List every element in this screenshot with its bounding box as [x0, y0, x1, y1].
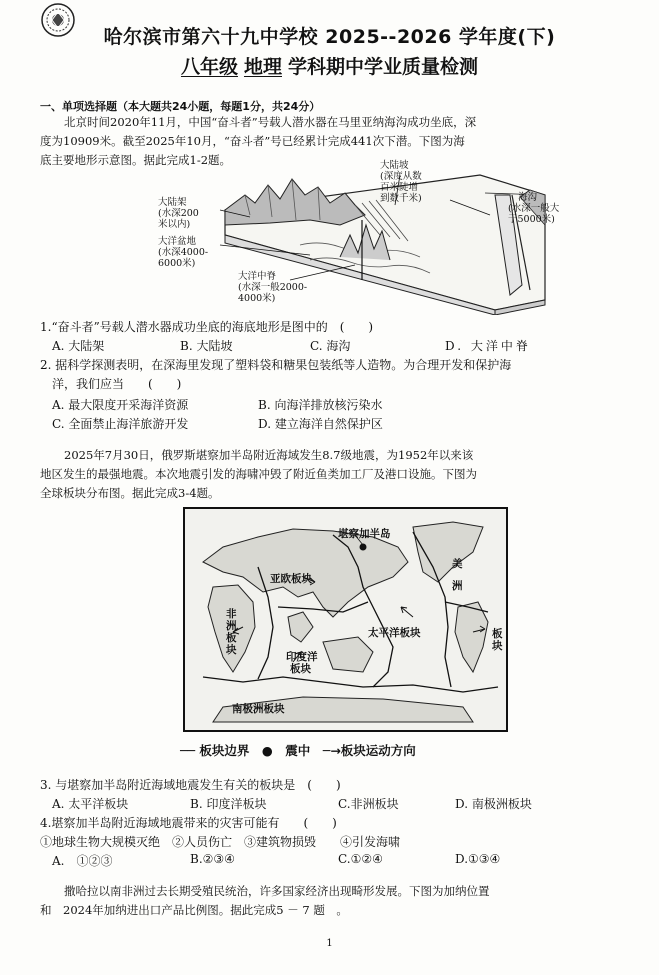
indian-line1: 印度洋 [286, 651, 318, 663]
question-3-stem: 3. 与堪察加半岛附近海域地震发生有关的板块是 ( ) [40, 778, 341, 792]
exam-title: 哈尔滨市第六十九中学校 2025--2026 学年度(下) [103, 26, 556, 48]
question-2-option-c[interactable]: C. 全面禁止海洋旅游开发 [52, 417, 189, 431]
question-2-stem-line2: 洋，我们应当 ( ) [52, 377, 182, 391]
map-label-america-1: 美 [452, 558, 463, 570]
label-continental-shelf [158, 197, 199, 230]
question-2-option-b[interactable]: B. 向海洋排放核污染水 [258, 398, 383, 412]
trench-line3: 于5000米) [508, 214, 555, 225]
map-label-plate-vertical [492, 628, 506, 652]
shelf-line1: 大陆架 [158, 197, 187, 208]
label-mid-ocean-ridge [238, 271, 307, 304]
label-continental-slope [380, 160, 422, 204]
question-1-stem: 1.“奋斗者”号载人潜水器成功坐底的海底地形是图中的 ( ) [40, 320, 374, 334]
shelf-line2: (水深200 [158, 208, 199, 219]
question-4-option-a[interactable]: A. ①②③ [52, 854, 113, 868]
passage-2 [40, 446, 640, 503]
ridge-line1: 大洋中脊 [238, 271, 277, 282]
question-1-option-c[interactable]: C. 海沟 [310, 339, 351, 353]
question-4-option-d[interactable]: D.①③④ [455, 852, 501, 866]
label-ocean-basin [158, 236, 208, 269]
question-4-option-b[interactable]: B.②③④ [190, 852, 235, 866]
question-2-option-a[interactable]: A. 最大限度开采海洋资源 [52, 398, 189, 412]
passage-1-line1: 北京时间2020年11月，中国“奋斗者”号载人潜水器在马里亚纳海沟成功坐底，深 [64, 115, 477, 129]
question-4-option-c[interactable]: C.①②④ [338, 852, 383, 866]
question-1-option-b[interactable]: B. 大陆坡 [180, 339, 233, 353]
question-4-items: ①地球生物大规模灭绝 ②人员伤亡 ③建筑物损毁 ④引发海啸 [40, 835, 401, 849]
map-label-antarctic-plate: 南极洲板块 [232, 703, 285, 715]
african-char-3: 板 [226, 632, 237, 644]
map-label-indian-plate [286, 651, 318, 675]
grade-label: 八年级 [180, 56, 238, 78]
label-trench [508, 192, 559, 225]
african-char-1: 非 [226, 608, 237, 620]
exam-subtitle [0, 52, 659, 79]
question-2-stem-line1: 2. 据科学探测表明，在深海里发现了塑料袋和糖果包装纸等人造物。为合理开发和保护海 [40, 358, 512, 372]
passage-3-line1: 撒哈拉以南非洲过去长期受殖民统治，许多国家经济出现畸形发展。下图为加纳位置 [64, 884, 490, 898]
ridge-line2: (水深一般2000- [238, 282, 308, 293]
trench-line2: (水深一般大 [508, 203, 560, 214]
map-label-america-2: 洲 [452, 580, 463, 592]
basin-line3: 6000米) [158, 258, 196, 269]
question-3-option-d[interactable]: D. 南极洲板块 [455, 797, 532, 811]
passage-3 [40, 882, 640, 920]
question-3-option-a[interactable]: A. 太平洋板块 [52, 797, 129, 811]
ridge-line3: 4000米) [238, 293, 276, 304]
plate-char-2: 块 [492, 640, 503, 652]
subtitle-rest: 学科期中学业质量检测 [288, 56, 479, 78]
continental-slope-line1: 大陆坡 [380, 160, 409, 171]
passage-2-line3: 全球板块分布图。据此完成3-4题。 [40, 486, 220, 500]
question-3-option-c[interactable]: C.非洲板块 [338, 797, 399, 811]
indian-line2: 板块 [290, 663, 311, 675]
african-char-2: 洲 [226, 620, 237, 632]
question-4-stem: 4.堪察加半岛附近海域地震带来的灾害可能有 ( ) [40, 816, 337, 830]
passage-1-line3: 底主要地形示意图。据此完成1-2题。 [40, 153, 232, 167]
passage-1 [40, 113, 640, 170]
plate-char-1: 板 [492, 628, 503, 640]
subject-label: 地理 [243, 56, 282, 78]
map-label-pacific-plate: 太平洋板块 [368, 627, 421, 639]
shelf-line3: 米以内) [158, 219, 191, 230]
basin-line2: (水深4000- [158, 247, 209, 258]
question-1-option-a[interactable]: A. 大陆架 [52, 339, 105, 353]
map-label-eurasian-plate: 亚欧板块 [270, 573, 312, 585]
question-2-option-d[interactable]: D. 建立海洋自然保护区 [258, 417, 383, 431]
seafloor-diagram [150, 165, 550, 315]
trench-line1: 海沟 [518, 192, 538, 203]
passage-2-line2: 地区发生的最强地震。本次地震引发的海啸冲毁了附近鱼类加工厂及港口设施。下图为 [40, 467, 477, 481]
question-1-option-d[interactable]: D. 大洋中脊 [445, 339, 531, 353]
map-label-african-plate [226, 608, 240, 656]
african-char-4: 块 [226, 644, 237, 656]
continental-slope-line3: 百米陡增 [380, 182, 419, 193]
page-number: 1 [326, 938, 333, 949]
question-3-option-b[interactable]: B. 印度洋板块 [190, 797, 267, 811]
passage-1-line2: 度为10909米。截至2025年10月，“奋斗者”号已经累计完成441次下潜。下图为海 [40, 134, 465, 148]
passage-3-line2: 和 2024年加纳进出口产品比例图。据此完成5 － 7 题 。 [40, 903, 348, 917]
continental-slope-line2: (深度从数 [380, 171, 422, 182]
passage-2-line1: 2025年7月30日，俄罗斯堪察加半岛附近海域发生8.7级地震，为1952年以来该 [64, 448, 474, 462]
map-legend: ── 板块边界 ● 震中 ─→板块运动方向 [180, 743, 416, 758]
basin-line1: 大洋盆地 [158, 236, 197, 247]
map-label-kamchatka: 堪察加半岛 [338, 528, 391, 540]
continental-slope-line4: 到数千米) [380, 193, 422, 204]
section-heading: 一、单项选择题（本大题共24小题，每题1分，共24分） [40, 100, 321, 113]
